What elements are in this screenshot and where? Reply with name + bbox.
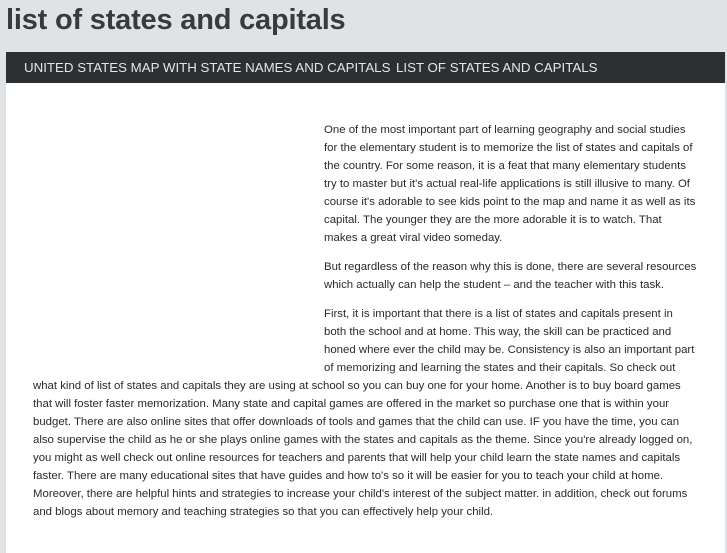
ad-placeholder (6, 119, 324, 369)
article-paragraph-1: One of the most important part of learning geography and social studies for the elementary student is to memorize the list of states and capitals of the country. For some reason, it is a feat that many elementary students try to master but it's actual real-life applications is still illusive to many. Of course it's adorable to see kids point to the map and name it as well as its capital. The younger they are the more adorable it is to watch. That makes a great viral video someday. (324, 124, 696, 244)
content-area (6, 83, 725, 553)
nav-link-list-of-states-and-capitals[interactable]: LIST OF STATES AND CAPITALS (396, 60, 598, 75)
main-navigation (6, 52, 725, 83)
site-title: list of states and capitals (6, 4, 346, 36)
nav-link-united-states-map[interactable]: UNITED STATES MAP WITH STATE NAMES AND CAPITALS (24, 60, 391, 75)
article-paragraph-2: But regardless of the reason why this is done, there are several resources which actually can help the student – and the teacher with this task. (324, 261, 697, 291)
article-paragraph-3: First, it is important that there is a list of states and capitals present in both the school and at home. This way, the skill can be practiced and honed where ever the child may be. Consistency is also an important part of memorizing and learning the states and their capitals. So check out what kind of list of states and capitals they are using at school so you can buy one for your home. Another is to buy board games that will foster faster memorization. Many state and capital games are offered in the market so purchase one that is within your budget. There are also online sites that offer downloads of tools and games that the child can use. IF you have the time, you can also supervise the child as he or she plays online games with the states and capitals as the theme. Since you're already logged on, you might as well check out online resources for teachers and parents that will help your child learn the state names and capitals faster. There are many educational sites that have guides and how to's so it will be easier for you to teach your child at home. Moreover, there are helpful hints and strategies to increase your child's interest of the subject matter. in addition, check out forums and blogs about memory and teaching strategies so that you can effectively help your child. (33, 308, 695, 518)
